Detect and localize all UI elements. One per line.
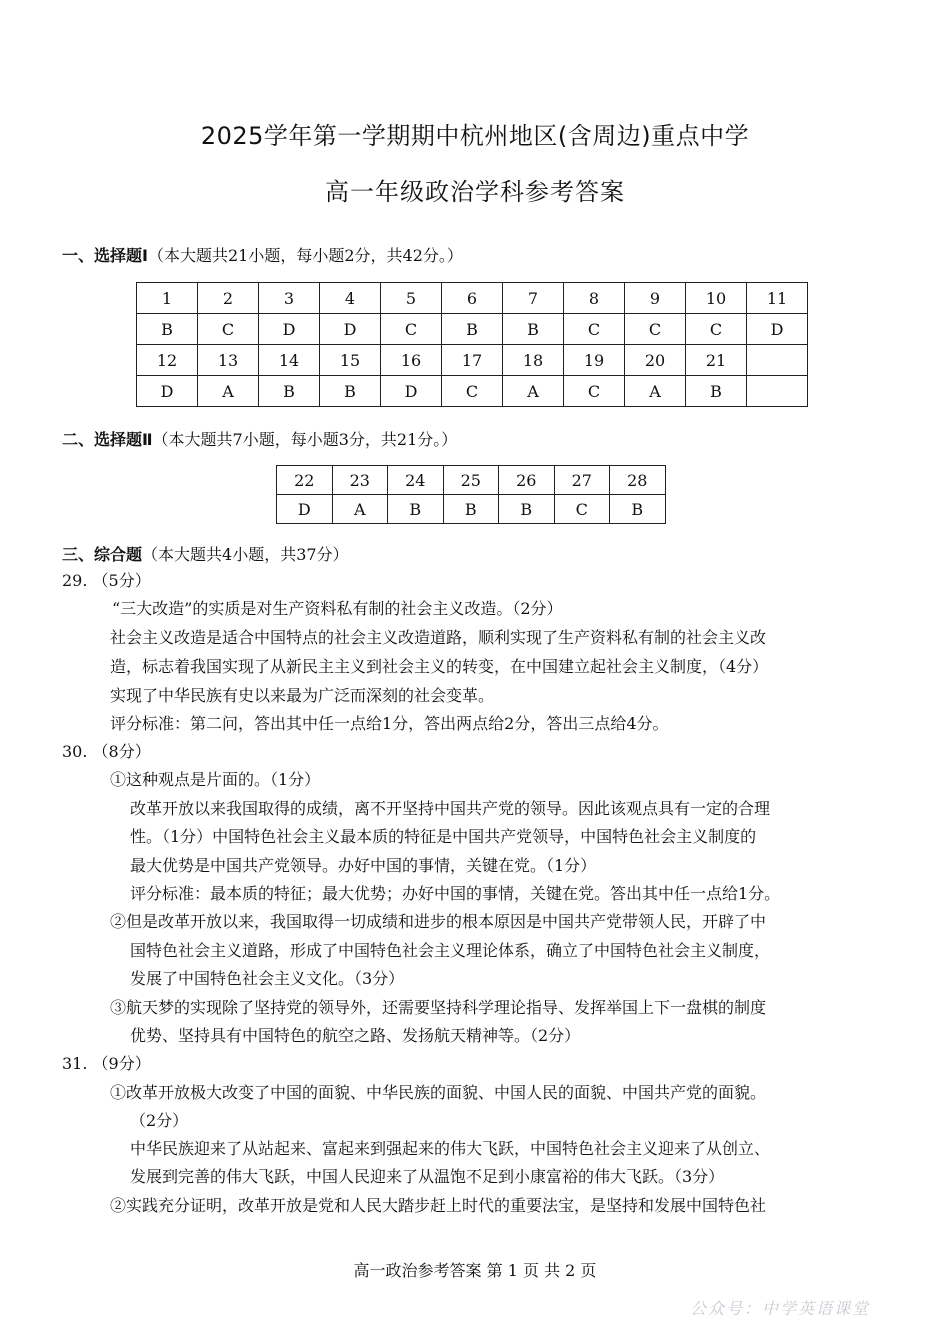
table-cell: C (564, 314, 625, 345)
section3-heading-row (62, 542, 349, 565)
table-cell: 21 (686, 345, 747, 376)
answer-line: 国特色社会主义道路，形成了中国特色社会主义理论体系，确立了中国特色社会主义制度， (130, 941, 771, 960)
table-cell: 20 (625, 345, 686, 376)
answer-table-2 (276, 465, 666, 524)
table-cell: 16 (381, 345, 442, 376)
table-cell: B (388, 495, 444, 524)
q30-heading: 30. （8分） (62, 742, 151, 761)
table-cell: 25 (443, 466, 499, 495)
table-cell: 28 (610, 466, 666, 495)
answer-line: 发展了中国特色社会主义文化。（3分） (130, 969, 405, 988)
table-cell: C (625, 314, 686, 345)
table-cell: 24 (388, 466, 444, 495)
table-cell: 14 (259, 345, 320, 376)
table-cell: 6 (442, 283, 503, 314)
table-cell: 11 (747, 283, 808, 314)
table-cell: D (259, 314, 320, 345)
table-cell: 26 (499, 466, 555, 495)
answer-line: 社会主义改造是适合中国特点的社会主义改造道路，顺利实现了生产资料私有制的社会主义改 (110, 628, 767, 647)
answer-table-1 (136, 282, 808, 407)
section1-heading-row (62, 243, 463, 266)
table-cell: 4 (320, 283, 381, 314)
answer-line: 优势、坚持具有中国特色的航空之路、发扬航天精神等。（2分） (130, 1026, 581, 1045)
section3-note: （本大题共4小题，共37分） (142, 545, 349, 564)
answer-line: ①这种观点是片面的。（1分） (110, 770, 321, 789)
answer-line: 造，标志着我国实现了从新民主主义到社会主义的转变，在中国建立起社会主义制度，（4分） (110, 657, 769, 676)
table-cell: 2 (198, 283, 259, 314)
page-footer: 高一政治参考答案 第 1 页 共 2 页 (353, 1261, 597, 1280)
answer-line: 中华民族迎来了从站起来、富起来到强起来的伟大飞跃，中国特色社会主义迎来了从创立、 (130, 1139, 771, 1158)
table-cell: D (381, 376, 442, 407)
table-row (137, 283, 808, 314)
answer-line: （2分） (130, 1111, 189, 1130)
table-cell: C (381, 314, 442, 345)
table-cell: 13 (198, 345, 259, 376)
table-row (277, 495, 666, 524)
table-cell: C (686, 314, 747, 345)
answer-line: ③航天梦的实现除了坚持党的领导外，还需要坚持科学理论指导、发挥举国上下一盘棋的制度 (110, 998, 767, 1017)
table-cell: 9 (625, 283, 686, 314)
answer-line: 最大优势是中国共产党领导。办好中国的事情，关键在党。（1分） (130, 856, 597, 875)
answer-line: ②但是改革开放以来，我国取得一切成绩和进步的根本原因是中国共产党带领人民，开辟了中 (110, 912, 767, 931)
table-cell: C (554, 495, 610, 524)
answer-line: “三大改造”的实质是对生产资料私有制的社会主义改造。（2分） (112, 599, 563, 618)
table-cell: B (443, 495, 499, 524)
table-cell: A (625, 376, 686, 407)
table-cell: B (499, 495, 555, 524)
q31-heading: 31. （9分） (62, 1054, 151, 1073)
table-cell: 19 (564, 345, 625, 376)
table-cell: 5 (381, 283, 442, 314)
table-cell: B (320, 376, 381, 407)
answer-line: ②实践充分证明，改革开放是党和人民大踏步赶上时代的重要法宝，是坚持和发展中国特色社 (110, 1196, 767, 1215)
table-cell: D (277, 495, 333, 524)
table-cell: A (332, 495, 388, 524)
table-cell: D (320, 314, 381, 345)
table-cell: 8 (564, 283, 625, 314)
watermark: 公众号：中学英语课堂 (689, 1299, 870, 1318)
table-cell: 17 (442, 345, 503, 376)
table-cell: D (747, 314, 808, 345)
table-cell: B (610, 495, 666, 524)
table-cell: B (686, 376, 747, 407)
table-cell: B (442, 314, 503, 345)
answer-line: 发展到完善的伟大飞跃，中国人民迎来了从温饱不足到小康富裕的伟大飞跃。（3分） (130, 1167, 725, 1186)
section3-heading: 三、综合题 (62, 545, 143, 564)
table-cell: C (442, 376, 503, 407)
table-cell: C (198, 314, 259, 345)
table-row (137, 314, 808, 345)
section2-heading: 二、选择题Ⅱ (62, 430, 153, 449)
table-cell: A (503, 376, 564, 407)
table-cell: B (503, 314, 564, 345)
table-cell: 18 (503, 345, 564, 376)
table-cell: 1 (137, 283, 198, 314)
table-cell (747, 345, 808, 376)
answer-line: 改革开放以来我国取得的成绩，离不开坚持中国共产党的领导。因此该观点具有一定的合理 (130, 799, 771, 818)
table-cell: A (198, 376, 259, 407)
table-cell: D (137, 376, 198, 407)
answer-line: 性。（1分）中国特色社会主义最本质的特征是中国共产党领导，中国特色社会主义制度的 (130, 827, 757, 846)
scoring-note: 评分标准：第二问，答出其中任一点给1分，答出两点给2分，答出三点给4分。 (110, 714, 669, 733)
document-title: 2025学年第一学期期中杭州地区(含周边)重点中学 (200, 122, 750, 150)
q29-heading: 29. （5分） (62, 571, 151, 590)
table-cell: 7 (503, 283, 564, 314)
table-row (277, 466, 666, 495)
answer-line: 实现了中华民族有史以来最为广泛而深刻的社会变革。 (110, 686, 495, 705)
table-cell: 12 (137, 345, 198, 376)
table-cell (747, 376, 808, 407)
table-cell: 23 (332, 466, 388, 495)
scoring-note: 评分标准：最本质的特征；最大优势；办好中国的事情，关键在党。答出其中任一点给1分。 (130, 884, 781, 903)
table-row (137, 376, 808, 407)
section2-heading-row (62, 427, 457, 450)
table-cell: 15 (320, 345, 381, 376)
table-cell: 22 (277, 466, 333, 495)
answer-line: ①改革开放极大改变了中国的面貌、中华民族的面貌、中国人民的面貌、中国共产党的面貌。 (110, 1083, 767, 1102)
table-cell: B (137, 314, 198, 345)
table-cell: 27 (554, 466, 610, 495)
section1-heading: 一、选择题Ⅰ (62, 246, 148, 265)
table-cell: 3 (259, 283, 320, 314)
document-subtitle: 高一年级政治学科参考答案 (325, 178, 625, 206)
table-cell: 10 (686, 283, 747, 314)
table-cell: B (259, 376, 320, 407)
section1-note: （本大题共21小题，每小题2分，共42分。） (147, 246, 463, 265)
table-row (137, 345, 808, 376)
section2-note: （本大题共7小题，每小题3分，共21分。） (152, 430, 458, 449)
table-cell: C (564, 376, 625, 407)
